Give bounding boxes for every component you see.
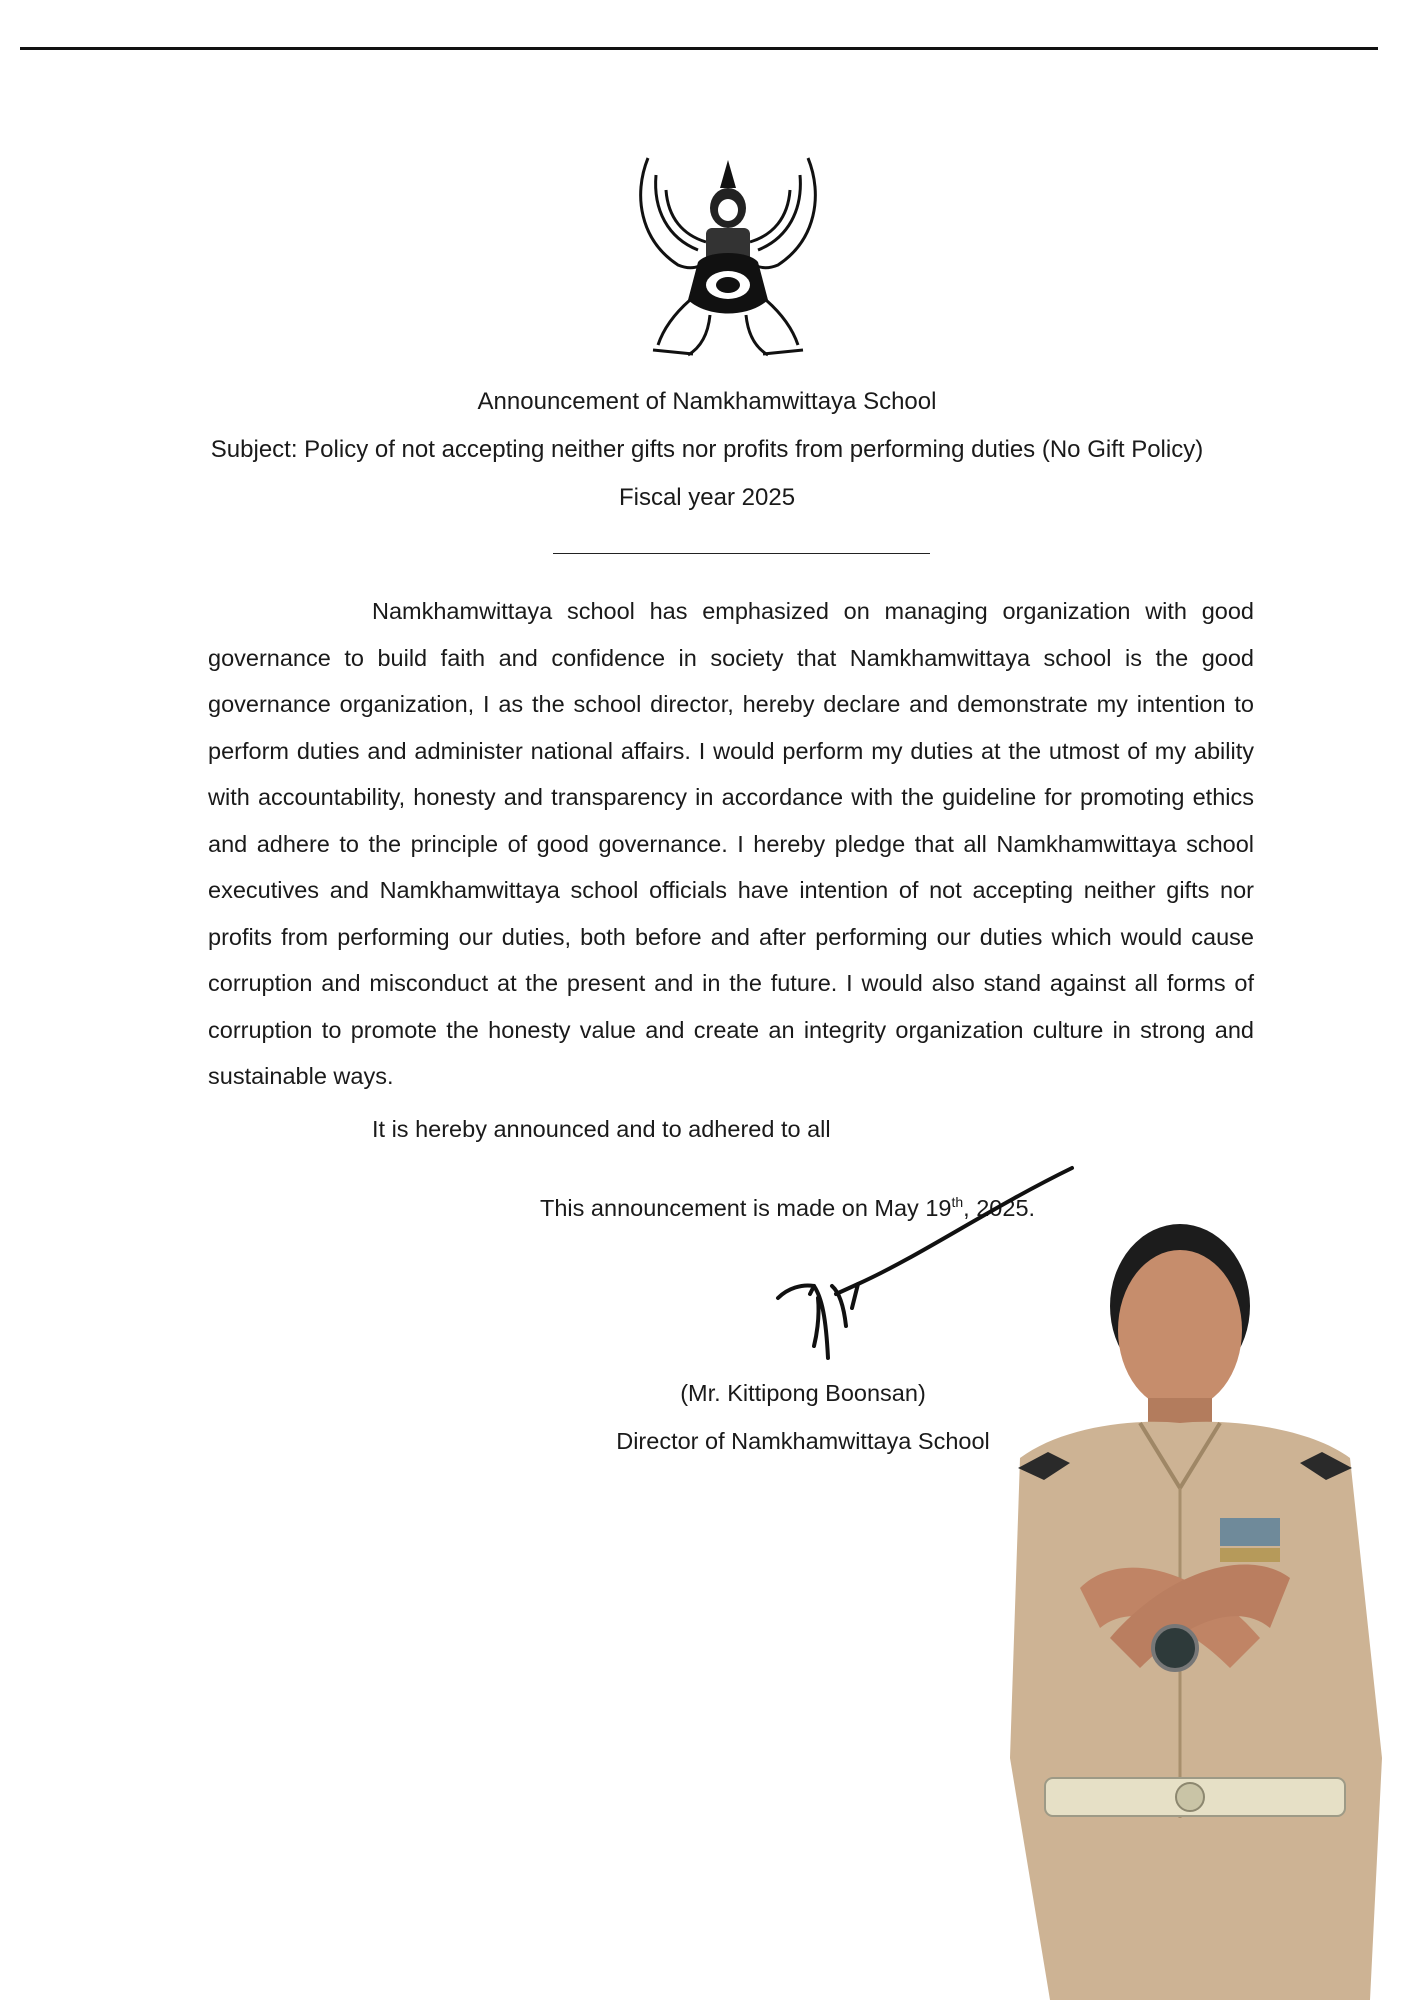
fiscal-year: Fiscal year 2025 [618, 484, 796, 511]
announcement-title: Announcement of Namkhamwittaya School [477, 388, 937, 415]
top-divider [20, 47, 1378, 50]
date-ordinal: th [951, 1194, 964, 1210]
title-divider [553, 553, 930, 554]
signer-name: (Mr. Kittipong Boonsan) [680, 1380, 926, 1406]
date-suffix: , 2025. [963, 1194, 1036, 1221]
policy-paragraph: Namkhamwittaya school has emphasized on managing organization with good governance to build faith and confidence in society that Namkhamwittaya school is the good governance organization, I as the school director, hereby declare and demonstrate my intention to perform duties and administer national affairs. I would perform my duties at the utmost of my ability with accountability, honesty and transparency in accordance with the guideline for promoting ethics and adhere to the principle of good governance. I hereby pledge that all Namkhamwittaya school executives and Namkhamwittaya school officials have intention of not accepting neither gifts nor profits from performing our duties, both before and after performing our duties which would cause corruption and misconduct at the present and in the future. I would also stand against all forms of corruption to promote the honesty value and create an integrity organization culture in strong and sustainable ways. [208, 598, 1254, 1089]
announcement-subject: Subject: Policy of not accepting neither gifts nor profits from performing duties (No Gift Policy) [210, 436, 1204, 463]
garuda-emblem-icon [628, 150, 828, 365]
signer-title: Director of Namkhamwittaya School [616, 1428, 990, 1454]
closing-statement: It is hereby announced and to adhered to all [372, 1116, 831, 1142]
date-prefix: This announcement is made on May 19 [540, 1194, 952, 1221]
director-portrait-icon [990, 1218, 1390, 2000]
